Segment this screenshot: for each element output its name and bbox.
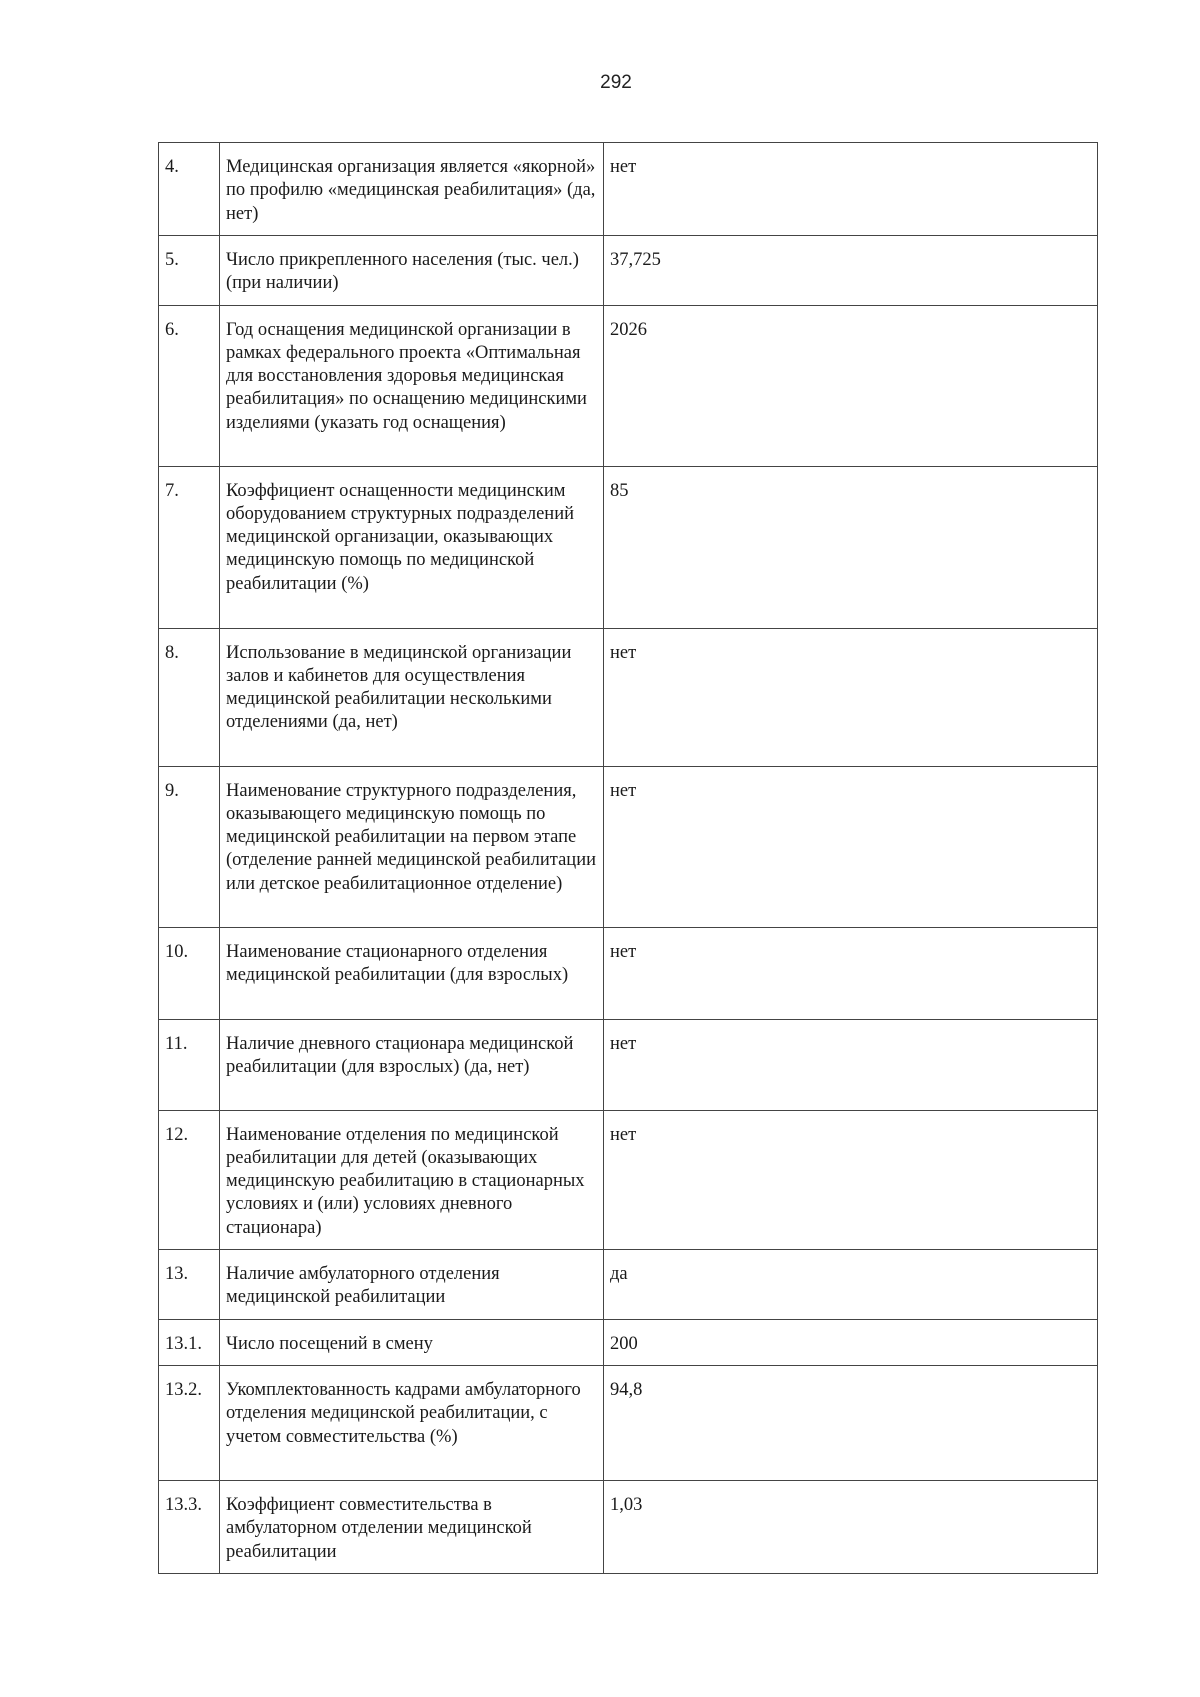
indicators-table <box>158 142 1098 1574</box>
row-value: 37,725 <box>604 236 1098 306</box>
row-number: 13.1. <box>159 1319 220 1365</box>
table-row <box>159 1480 1098 1573</box>
row-value: 1,03 <box>604 1480 1098 1573</box>
row-number: 13.3. <box>159 1480 220 1573</box>
row-number: 5. <box>159 236 220 306</box>
row-number: 4. <box>159 143 220 236</box>
row-indicator: Укомплектованность кадрами амбулаторного отделения медицинской реабилитации, с учетом совместительства (%) <box>220 1365 604 1480</box>
row-number: 10. <box>159 927 220 1019</box>
row-value: да <box>604 1250 1098 1320</box>
table-row <box>159 236 1098 306</box>
row-value: нет <box>604 1110 1098 1249</box>
row-value: нет <box>604 766 1098 927</box>
row-value: нет <box>604 143 1098 236</box>
row-indicator: Наименование отделения по медицинской реабилитации для детей (оказывающих медицинскую реабилитацию в стационарных условиях и (или) условиях дневного стационара) <box>220 1110 604 1249</box>
page-number: 292 <box>600 72 632 93</box>
row-indicator: Коэффициент оснащенности медицинским оборудованием структурных подразделений медицинской организации, оказывающих медицинскую помощь по медицинской реабилитации (%) <box>220 466 604 628</box>
table-row <box>159 1019 1098 1110</box>
row-number: 9. <box>159 766 220 927</box>
row-value: 94,8 <box>604 1365 1098 1480</box>
row-indicator: Число прикрепленного населения (тыс. чел.) (при наличии) <box>220 236 604 306</box>
row-indicator: Наличие амбулаторного отделения медицинской реабилитации <box>220 1250 604 1320</box>
row-number: 12. <box>159 1110 220 1249</box>
row-indicator: Медицинская организация является «якорной» по профилю «медицинская реабилитация» (да, нет) <box>220 143 604 236</box>
row-indicator: Наличие дневного стационара медицинской реабилитации (для взрослых) (да, нет) <box>220 1019 604 1110</box>
row-indicator: Число посещений в смену <box>220 1319 604 1365</box>
row-number: 13.2. <box>159 1365 220 1480</box>
table-row <box>159 143 1098 236</box>
row-number: 6. <box>159 305 220 466</box>
table-row <box>159 927 1098 1019</box>
row-value: 2026 <box>604 305 1098 466</box>
table-row <box>159 1365 1098 1480</box>
row-indicator: Использование в медицинской организации залов и кабинетов для осуществления медицинской реабилитации несколькими отделениями (да, нет) <box>220 628 604 766</box>
table-row <box>159 766 1098 927</box>
table-row <box>159 466 1098 628</box>
row-indicator: Год оснащения медицинской организации в рамках федерального проекта «Оптимальная для восстановления здоровья медицинская реабилитация» по оснащению медицинскими изделиями (указать год оснащения) <box>220 305 604 466</box>
row-value: нет <box>604 927 1098 1019</box>
table-row <box>159 1319 1098 1365</box>
row-number: 13. <box>159 1250 220 1320</box>
row-number: 8. <box>159 628 220 766</box>
table-row <box>159 628 1098 766</box>
row-indicator: Наименование структурного подразделения, оказывающего медицинскую помощь по медицинской реабилитации на первом этапе (отделение ранней медицинской реабилитации или детское реабилитационное отделение) <box>220 766 604 927</box>
row-value: нет <box>604 1019 1098 1110</box>
row-value: 85 <box>604 466 1098 628</box>
row-indicator: Коэффициент совместительства в амбулаторном отделении медицинской реабилитации <box>220 1480 604 1573</box>
table-row <box>159 1250 1098 1320</box>
table-row <box>159 1110 1098 1249</box>
row-indicator: Наименование стационарного отделения медицинской реабилитации (для взрослых) <box>220 927 604 1019</box>
row-value: 200 <box>604 1319 1098 1365</box>
row-number: 11. <box>159 1019 220 1110</box>
row-number: 7. <box>159 466 220 628</box>
table-row <box>159 305 1098 466</box>
row-value: нет <box>604 628 1098 766</box>
